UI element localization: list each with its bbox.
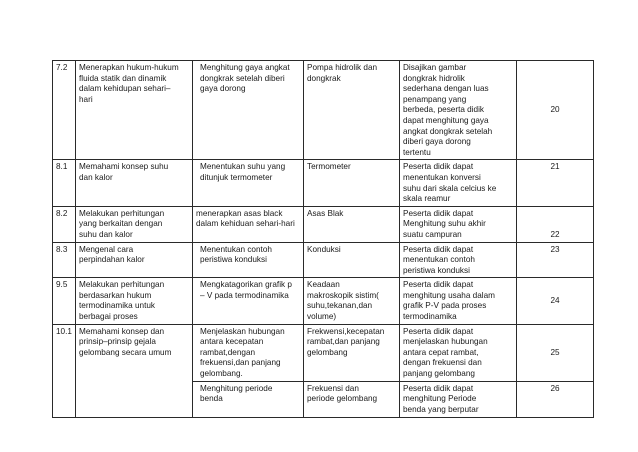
materi: Pompa hidrolik dan dongkrak — [304, 61, 400, 160]
indikator: Menentukan contoh peristiwa konduksi — [193, 242, 304, 278]
kompetensi-dasar: Menerapkan hukum-hukum fluida statik dan dinamik dalam kehidupan sehari– hari — [76, 61, 193, 160]
kd-number: 10.1 — [53, 324, 76, 417]
table-row — [53, 160, 594, 206]
kompetensi-dasar: Memahami konsep dan prinsip–prinsip gejala gelombang secara umum — [76, 324, 193, 417]
kompetensi-dasar: Mengenal cara perpindahan kalor — [76, 242, 193, 278]
kd-number: 8.1 — [53, 160, 76, 206]
materi: Frekuensi dan periode gelombang — [304, 381, 400, 417]
kisi-kisi-table — [52, 60, 594, 418]
nomor-soal: 21 — [517, 160, 594, 206]
indikator-soal: Peserta didik dapat menentukan konversi suhu dari skala celcius ke skala reamur — [400, 160, 517, 206]
indikator-soal: Disajikan gambar dongkrak hidrolik sederhana dengan luas penampang yang berbeda, peserta didik dapat menghitung gaya angkat dongkrak setelah diberi gaya dorong tertentu — [400, 61, 517, 160]
materi: Termometer — [304, 160, 400, 206]
indikator: menerapkan asas black dalam kehiduan sehari-hari — [193, 206, 304, 242]
table-row — [53, 278, 594, 324]
table-row — [53, 324, 594, 381]
materi: Konduksi — [304, 242, 400, 278]
indikator: Menentukan suhu yang ditunjuk termometer — [193, 160, 304, 206]
table-row — [53, 61, 594, 160]
indikator-soal: Peserta didik dapat menentukan contoh peristiwa konduksi — [400, 242, 517, 278]
table-row — [53, 206, 594, 242]
materi: Keadaan makroskopik sistim( suhu,tekanan,dan volume) — [304, 278, 400, 324]
kd-number: 8.2 — [53, 206, 76, 242]
nomor-soal: 23 — [517, 242, 594, 278]
kd-number: 9.5 — [53, 278, 76, 324]
indikator: Menghitung periode benda — [193, 381, 304, 417]
nomor-soal: 20 — [517, 61, 594, 160]
nomor-soal: 22 — [517, 206, 594, 242]
materi: Frekwensi,kecepatan rambat,dan panjang gelombang — [304, 324, 400, 381]
nomor-soal: 25 — [517, 324, 594, 381]
indikator: Mengkatagorikan grafik p – V pada termodinamika — [193, 278, 304, 324]
table-row — [53, 242, 594, 278]
kompetensi-dasar: Melakukan perhitungan yang berkaitan dengan suhu dan kalor — [76, 206, 193, 242]
kd-number: 8.3 — [53, 242, 76, 278]
kd-number: 7.2 — [53, 61, 76, 160]
indikator-soal: Peserta didik dapat menjelaskan hubungan antara cepat rambat, dengan frekuensi dan panjang gelombang — [400, 324, 517, 381]
materi: Asas Blak — [304, 206, 400, 242]
nomor-soal: 24 — [517, 278, 594, 324]
kompetensi-dasar: Memahami konsep suhu dan kalor — [76, 160, 193, 206]
indikator-soal: Peserta didik dapat menghitung usaha dalam grafik P-V pada proses termodinamika — [400, 278, 517, 324]
indikator: Menghitung gaya angkat dongkrak setelah diberi gaya dorong — [193, 61, 304, 160]
nomor-soal: 26 — [517, 381, 594, 417]
indikator: Menjelaskan hubungan antara kecepatan rambat,dengan frekuensi,dan panjang gelombang. — [193, 324, 304, 381]
indikator-soal: Peserta didik dapat Menghitung suhu akhir suatu campuran — [400, 206, 517, 242]
indikator-soal: Peserta didik dapat menghitung Periode benda yang berputar — [400, 381, 517, 417]
kompetensi-dasar: Melakukan perhitungan berdasarkan hukum termodinamika untuk berbagai proses — [76, 278, 193, 324]
